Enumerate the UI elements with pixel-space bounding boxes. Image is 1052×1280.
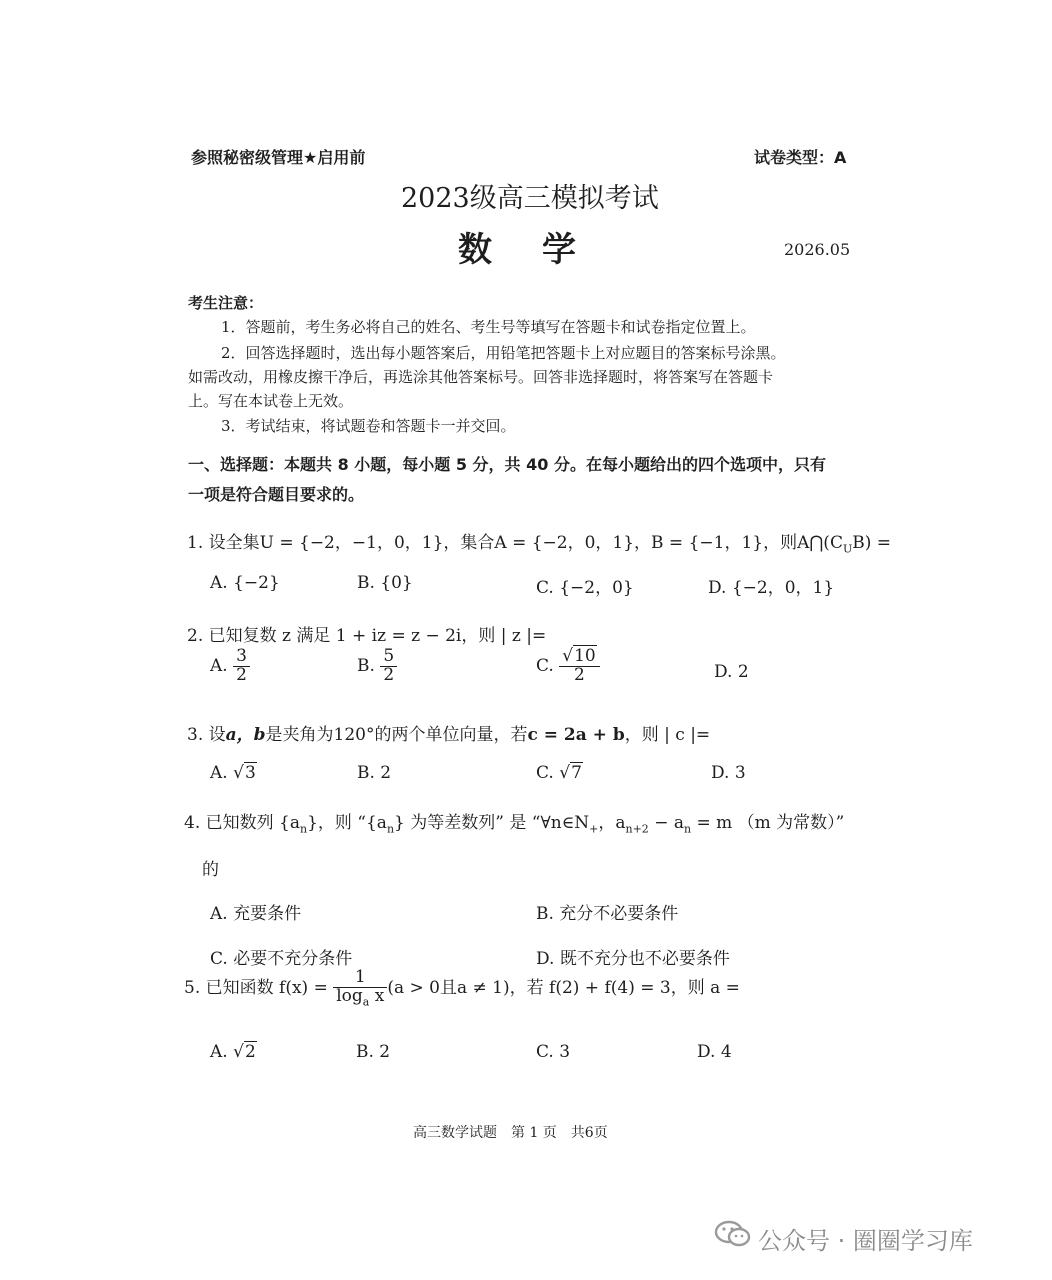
q2-b-numerator: 5 xyxy=(383,646,395,666)
sqrt-sign-icon: √ xyxy=(233,1042,244,1062)
q1-subscript: U xyxy=(842,542,853,556)
notice-line-5: 3．考试结束，将试题卷和答题卡一并交回。 xyxy=(221,417,516,435)
sqrt-sign-icon: √ xyxy=(562,646,574,666)
q2-c-label: C. xyxy=(536,655,554,676)
q4-sub-plus: + xyxy=(589,822,599,836)
q1-option-b: B. {0} xyxy=(357,573,413,593)
q4-stem-mid2: } 为等差数列” 是 “∀n∈N xyxy=(394,813,590,833)
q5-option-c: C. 3 xyxy=(536,1042,571,1062)
q3-option-c xyxy=(536,763,583,783)
watermark-text: 公众号 · 圈圈学习库 xyxy=(758,1227,973,1255)
notice-line-3: 如需改动，用橡皮擦干净后，再选涂其他答案标号。回答非选择题时，将答案写在答题卡 xyxy=(188,368,774,386)
q2-b-denominator: 2 xyxy=(380,666,397,685)
subject-title: 数 学 xyxy=(458,230,584,270)
q5-den-x: x xyxy=(369,985,385,1006)
q3-c-radicand: 7 xyxy=(571,763,582,783)
q2-a-label: A. xyxy=(210,655,228,676)
q2-c-denominator: 2 xyxy=(559,666,599,685)
q2-c-numerator xyxy=(559,648,599,666)
q2-c-radicand: 10 xyxy=(574,646,596,666)
q2-option-d: D. 2 xyxy=(714,662,749,682)
q3-stem-vectors: a，b xyxy=(225,725,266,745)
question-4-stem xyxy=(184,808,844,835)
q2-b-label: B. xyxy=(357,655,375,676)
q4-stem-pre: 4. 已知数列 {a xyxy=(184,813,300,833)
q3-a-label: A. xyxy=(210,763,228,783)
confidentiality-label: 参照秘密级管理★启用前 xyxy=(191,148,366,167)
q4-option-c: C. 必要不充分条件 xyxy=(210,949,353,969)
question-1-stem xyxy=(187,528,891,555)
q5-option-a xyxy=(210,1042,257,1062)
sqrt-sign-icon: √ xyxy=(233,763,244,783)
question-5-stem xyxy=(184,969,740,1008)
q4-stem-mid3: ，a xyxy=(598,813,626,833)
question-3-stem xyxy=(187,720,710,745)
notice-line-2: 2．回答选择题时，选出每小题答案后，用铅笔把答题卡上对应题目的答案标号涂黑。 xyxy=(221,344,786,362)
q2-c-fraction xyxy=(559,648,599,685)
q4-stem-end: = m （m 为常数）” xyxy=(691,813,845,833)
notice-heading: 考生注意： xyxy=(188,294,264,312)
q4-sub-n-b: n xyxy=(386,822,395,836)
paper-type-label: 试卷类型：A xyxy=(754,148,847,167)
q1-option-c: C. {−2，0} xyxy=(536,578,634,598)
q1-stem-text: 1. 设全集U = {−2，−1，0，1}，集合A = {−2，0，1}，B = {−1，1}，则A⋂(C xyxy=(187,533,843,553)
q3-option-b: B. 2 xyxy=(357,763,392,783)
q3-stem-pre: 3. 设 xyxy=(187,725,226,745)
q3-a-radicand: 3 xyxy=(244,763,256,783)
question-2-stem: 2. 已知复数 z 满足 1 + iz = z − 2i，则 | z |= xyxy=(187,626,547,646)
section-heading-line-1: 一、选择题：本题共 8 小题，每小题 5 分，共 40 分。在每小题给出的四个选项中，只有 xyxy=(188,455,826,474)
q5-stem-pre: 5. 已知函数 f(x) = xyxy=(184,977,328,998)
q5-den-base: a xyxy=(362,995,370,1009)
q5-stem-cond: (a > 0且a ≠ 1)，若 f(2) + f(4) = 3，则 a = xyxy=(387,977,740,998)
q2-a-fraction xyxy=(233,648,250,685)
q2-a-denominator: 2 xyxy=(233,666,250,685)
q1-stem-end: B) = xyxy=(852,533,892,553)
q4-stem-mid4: − a xyxy=(648,813,684,833)
q1-option-d: D. {−2，0，1} xyxy=(708,578,835,598)
wechat-logo-svg xyxy=(714,1219,752,1249)
q5-fraction xyxy=(333,969,387,1008)
q4-option-a: A. 充要条件 xyxy=(210,904,302,924)
notice-line-4: 上。写在本试卷上无效。 xyxy=(188,392,354,410)
q5-den-log: log xyxy=(336,985,363,1006)
q2-option-c xyxy=(536,648,600,685)
q4-stem-mid1: }，则 “{a xyxy=(307,813,387,833)
q5-numerator: 1 xyxy=(354,967,366,987)
q3-stem-equation: c = 2a + b xyxy=(527,725,625,745)
q5-option-b: B. 2 xyxy=(356,1042,391,1062)
sqrt-sign-icon: √ xyxy=(559,763,571,783)
exam-date: 2026.05 xyxy=(784,240,851,259)
q4-option-d: D. 既不充分也不必要条件 xyxy=(536,949,730,969)
section-heading-line-2: 一项是符合题目要求的。 xyxy=(188,485,365,504)
q3-stem-end: ，则 | c |= xyxy=(624,725,711,745)
q5-a-label: A. xyxy=(210,1042,228,1062)
q3-option-d: D. 3 xyxy=(711,763,746,783)
q2-option-a xyxy=(210,648,250,685)
q4-sub-n: n xyxy=(299,822,308,836)
q3-c-label: C. xyxy=(536,763,554,783)
q4-stem-tail: 的 xyxy=(202,860,219,880)
notice-line-1: 1．答题前，考生务必将自己的姓名、考生号等填写在答题卡和试卷指定位置上。 xyxy=(221,318,756,336)
q4-option-b: B. 充分不必要条件 xyxy=(536,904,679,924)
q5-denominator xyxy=(333,987,387,1008)
q4-sub-n-c: n xyxy=(683,822,692,836)
exam-title: 2023级高三模拟考试 xyxy=(401,183,659,214)
q2-b-fraction xyxy=(380,648,397,685)
q5-a-radicand: 2 xyxy=(244,1042,256,1062)
q1-option-a: A. {−2} xyxy=(210,573,280,593)
q4-sub-n2: n+2 xyxy=(625,822,649,836)
q5-option-d: D. 4 xyxy=(697,1042,732,1062)
q3-option-a xyxy=(210,763,257,783)
wechat-official-account-icon xyxy=(714,1219,752,1249)
page-footer: 高三数学试题 第 1 页 共6页 xyxy=(413,1125,608,1141)
q3-stem-mid: 是夹角为120°的两个单位向量，若 xyxy=(265,725,528,745)
q2-a-numerator: 3 xyxy=(236,646,247,666)
q2-option-b xyxy=(357,648,397,685)
